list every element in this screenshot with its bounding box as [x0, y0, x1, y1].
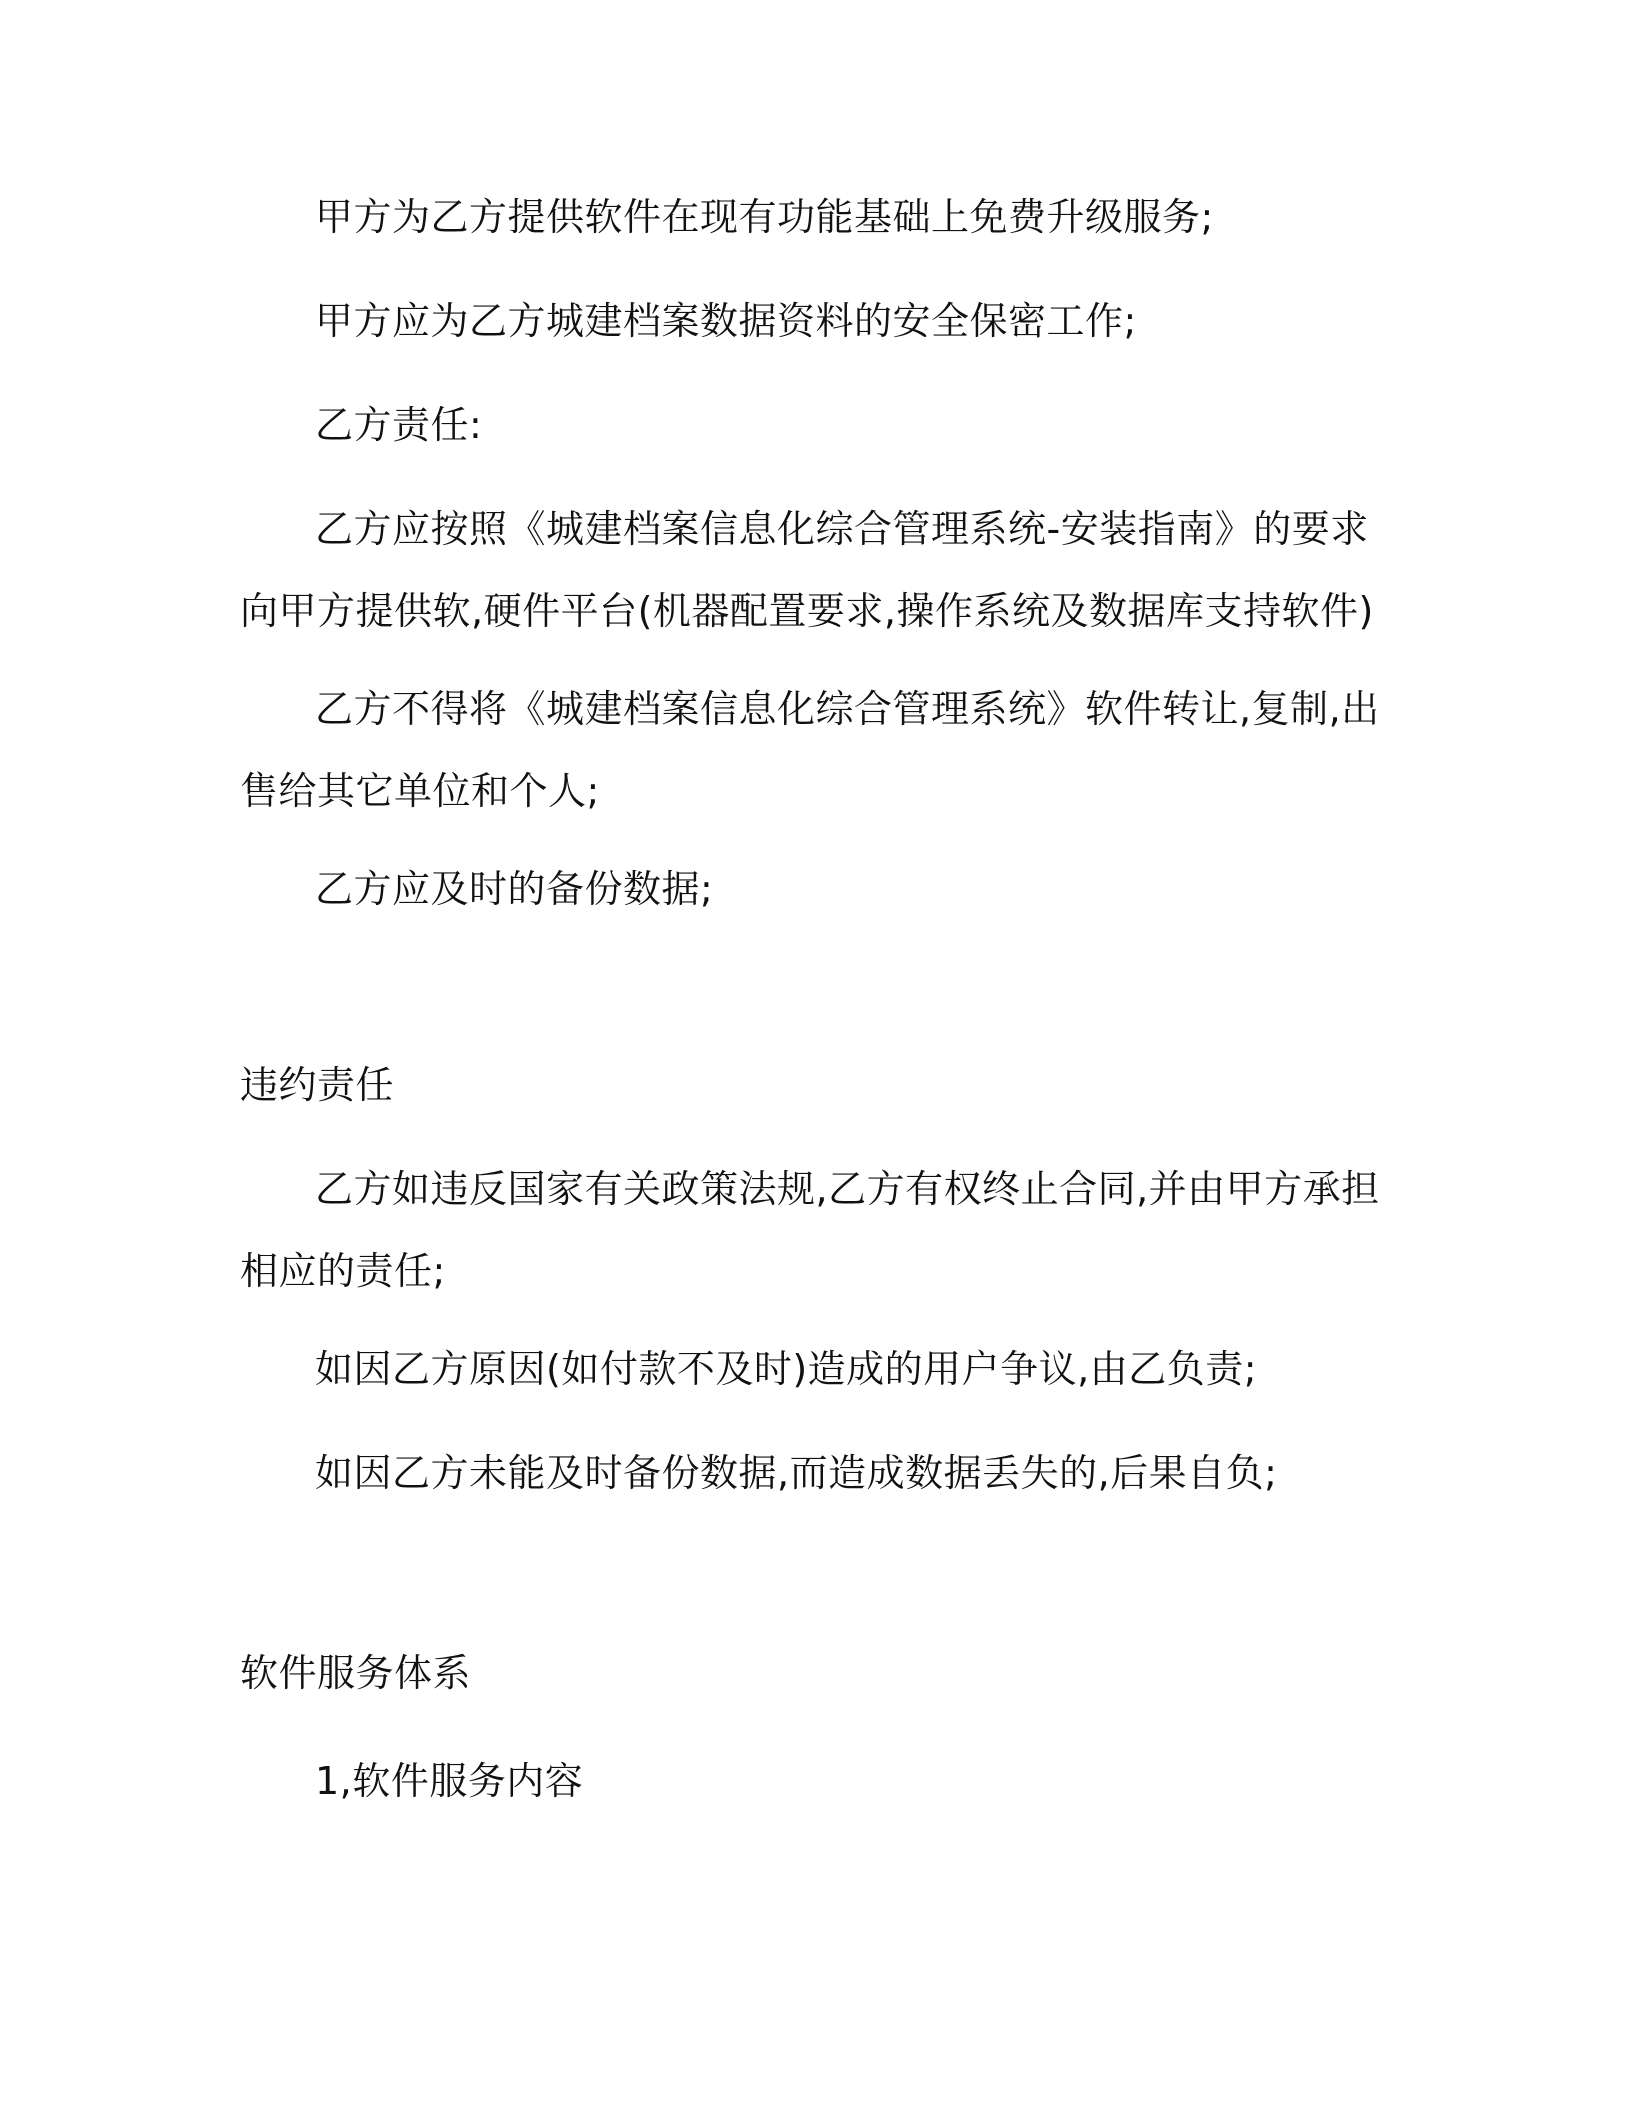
paragraph-free-upgrade: 甲方为乙方提供软件在现有功能基础上免费升级服务;: [315, 195, 1214, 239]
paragraph-backup-data: 乙方应及时的备份数据;: [315, 867, 714, 911]
paragraph-user-dispute: 如因乙方原因(如付款不及时)造成的用户争议,由乙负责;: [315, 1347, 1258, 1391]
section-heading-breach: 违约责任: [240, 1063, 395, 1107]
paragraph-no-transfer: 乙方不得将《城建档案信息化综合管理系统》软件转让,复制,出售给其它单位和个人;: [240, 687, 1380, 813]
section-heading-service-system: 软件服务体系: [240, 1651, 472, 1695]
paragraph-data-security: 甲方应为乙方城建档案数据资料的安全保密工作;: [315, 299, 1137, 343]
paragraph-service-content: 1,软件服务内容: [315, 1759, 584, 1803]
paragraph-violation: 乙方如违反国家有关政策法规,乙方有权终止合同,并由甲方承担相应的责任;: [240, 1167, 1380, 1293]
paragraph-party-b-responsibility: 乙方责任:: [315, 403, 483, 447]
paragraph-data-loss: 如因乙方未能及时备份数据,而造成数据丢失的,后果自负;: [315, 1451, 1278, 1495]
paragraph-install-guide: 乙方应按照《城建档案信息化综合管理系统-安装指南》的要求向甲方提供软,硬件平台(机器配置要求,操作系统及数据库支持软件): [240, 507, 1374, 633]
